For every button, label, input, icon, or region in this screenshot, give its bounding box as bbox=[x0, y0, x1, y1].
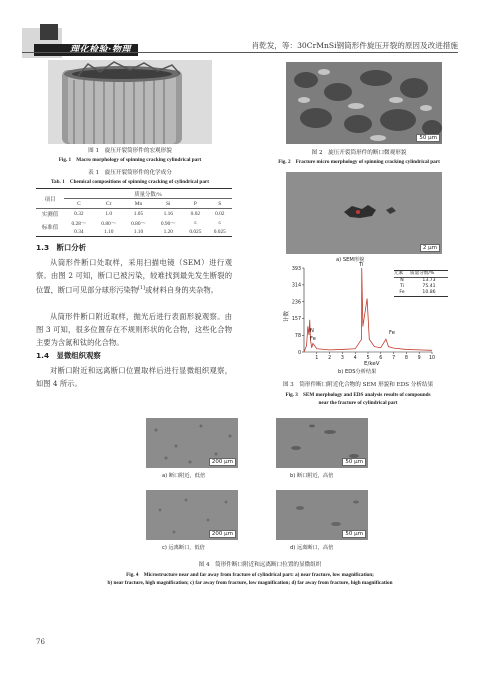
fig3-caption-cn: 图 3 筒形件断口附近化合物的 SEM 形貌和 EDS 分析结果 bbox=[282, 382, 434, 388]
eds-x-tick-label: 1 bbox=[315, 356, 319, 361]
eds-data-point bbox=[304, 352, 305, 353]
table1-cell: 0.02 bbox=[190, 210, 201, 217]
table1-cell: 1.10 bbox=[103, 228, 114, 235]
fig4-panel-b bbox=[276, 418, 368, 468]
fig2-caption-cn: 图 2 旋压开裂筒形件的断口微观形貌 bbox=[311, 150, 407, 156]
eds-data-point bbox=[369, 339, 370, 340]
fig4-caption-en-1: Fig. 4 Microstructure near and far away from fracture of cylindrical part: a) near fracture, low magnification; bbox=[126, 572, 374, 578]
citation-ref: [1] bbox=[138, 286, 145, 291]
eds-x-axis-label: E/keV bbox=[364, 361, 380, 366]
eds-x-tick-label: 2 bbox=[328, 356, 332, 361]
eds-data-point bbox=[306, 345, 307, 346]
eds-data-point bbox=[311, 347, 312, 348]
section-1-4-para-1: 对断口附近和远离断口位置取样后进行显微组织观察，如图 4 所示。 bbox=[36, 366, 232, 388]
eds-data-point bbox=[310, 320, 311, 321]
header-rule bbox=[22, 52, 458, 53]
peak-label-ti: Ti bbox=[359, 262, 364, 268]
fig2-caption-en: Fig. 2 Fracture micro morphology of spinning cracking cylindrical part bbox=[278, 159, 440, 165]
section-1-3-heading: 1.3 断口分析 bbox=[36, 243, 87, 252]
eds-data-point bbox=[361, 339, 362, 340]
section-1-3-para-1 bbox=[36, 256, 232, 296]
eds-data-point bbox=[329, 350, 330, 351]
table1-cell: 0.28～ bbox=[71, 220, 87, 227]
eds-y-tick-label: 236 bbox=[291, 300, 301, 306]
table1-cell: 0.80～ bbox=[131, 220, 146, 227]
eds-data-point bbox=[388, 346, 389, 347]
section-1-3-para-2: 从筒形件断口附近取样，抛光后进行表面形貌观察。由图 3 可知，很多位置存在不规则形状的化合物，这些化合物主要为含氮和钛的化合物。 bbox=[36, 312, 232, 347]
table1-cell: 1.05 bbox=[133, 210, 144, 217]
fig2-scale-bar: 50 μm bbox=[416, 134, 440, 142]
eds-y-axis-label: 计数 bbox=[284, 310, 290, 322]
eds-data-point bbox=[432, 350, 433, 351]
fig4-panel-d bbox=[276, 490, 368, 540]
eds-x-tick-label: 9 bbox=[417, 356, 421, 361]
fig3-eds-chart bbox=[282, 262, 450, 366]
eds-inset-table bbox=[394, 270, 448, 297]
eds-x-tick-label: 3 bbox=[340, 356, 344, 361]
table1-col-cr: Cr bbox=[94, 199, 124, 209]
fig4-b-scale-bar: 50 μm bbox=[342, 458, 366, 466]
fig3-caption-en-2: near the fracture of cylindrical part bbox=[318, 400, 398, 406]
section-1-3-para-1-text: 从筒形件断口处取样，采用扫描电镜（SEM）进行观察。由图 2 可知，断口已被污染，较难找到最先发生断裂的位置，断口可见部分球形污染物 bbox=[36, 258, 232, 295]
table1-caption-cn: 表 1 旋压开裂筒形件的化学成分 bbox=[88, 170, 172, 176]
table1-header-item: 项目 bbox=[36, 189, 64, 209]
table1-cell: 1.20 bbox=[163, 228, 173, 235]
table1-cell: 0.34 bbox=[74, 228, 84, 235]
table1-cell: 1.10 bbox=[133, 228, 144, 235]
fig3-caption-en-1: Fig. 3 SEM morphology and EDS analysis results of compounds bbox=[285, 392, 431, 398]
fig4-caption-en-2: b) near fracture, high magnification; c) far away from fracture, low magnification; d) far away from fracture, high magnification bbox=[107, 580, 393, 586]
eds-data-point bbox=[419, 350, 420, 351]
eds-data-point bbox=[317, 349, 318, 350]
eds-data-point bbox=[355, 349, 356, 350]
table1-cell: ≤ bbox=[218, 219, 222, 226]
fig1-caption-cn: 图 1 旋压开裂筒形件的宏观形貌 bbox=[88, 148, 172, 154]
table1-col-p: P bbox=[183, 199, 207, 209]
fig1-photo bbox=[48, 60, 212, 144]
table1-caption-en: Tab. 1 Chemical compositions of spinning cracking of cylindrical part bbox=[51, 179, 209, 185]
eds-data-point bbox=[406, 349, 407, 350]
table1-col-c: C bbox=[64, 199, 94, 209]
page-number: 76 bbox=[36, 638, 45, 646]
eds-table-cell: 10.86 bbox=[422, 290, 436, 295]
eds-data-point bbox=[393, 348, 394, 349]
table1-cell: 1.0 bbox=[105, 210, 113, 217]
eds-x-tick-label: 5 bbox=[366, 356, 370, 361]
table1-row-measured-label: 实测值 bbox=[41, 211, 59, 218]
fig4-panel-c-label: c) 远离断口，低倍 bbox=[162, 545, 205, 551]
fig4-a-scale-bar: 200 μm bbox=[209, 458, 236, 466]
eds-data-point bbox=[313, 343, 314, 344]
table1-col-mn: Mn bbox=[124, 199, 154, 209]
eds-data-point bbox=[386, 339, 387, 340]
fig4-panel-c bbox=[146, 490, 238, 540]
section-1-4-heading: 1.4 显微组织观察 bbox=[36, 351, 101, 360]
table1 bbox=[36, 188, 232, 237]
eds-data-point bbox=[374, 346, 375, 347]
peak-label-fe-2: Fe bbox=[389, 330, 395, 336]
eds-table-cell: 75.41 bbox=[422, 284, 436, 289]
fig4-caption-cn: 图 4 筒形件断口附近和远离断口位置的显微组织 bbox=[198, 562, 322, 568]
eds-y-tick-label: 0 bbox=[297, 350, 301, 356]
peak-label-fe-1: Fe bbox=[310, 336, 316, 342]
fig4-panel-a-label: a) 断口附近，低倍 bbox=[162, 473, 206, 479]
eds-x-tick-label: 6 bbox=[379, 356, 383, 361]
table1-cell: 0.90～ bbox=[160, 220, 176, 227]
eds-y-tick-label: 78 bbox=[294, 334, 301, 340]
eds-table-header-mass: 质量分数/% bbox=[410, 271, 435, 276]
section-1-3-para-1-tail: 或材料自身的夹杂物。 bbox=[144, 285, 218, 295]
table1-cell: ≤ bbox=[193, 219, 197, 226]
table1-cell: 0.80～ bbox=[101, 220, 117, 227]
fig3-sub-a-label: a) SEM形貌 bbox=[336, 257, 365, 263]
table1-cell: 0.02 bbox=[215, 210, 225, 217]
fig3-sem-image bbox=[286, 172, 442, 254]
eds-table-cell: Fe bbox=[399, 290, 405, 295]
fig4-panel-a bbox=[146, 418, 238, 468]
eds-table-cell: 13.73 bbox=[422, 278, 436, 283]
fig3-sub-b-label: b) EDS分析结果 bbox=[338, 369, 377, 375]
table1-cell: 0.025 bbox=[189, 228, 202, 235]
table1-header-group: 质量分数/% bbox=[64, 189, 232, 199]
fig4-d-scale-bar: 50 μm bbox=[342, 530, 366, 538]
peak-label-n: N bbox=[310, 328, 314, 334]
eds-table-cell: Ti bbox=[400, 284, 404, 289]
fig2-fracture-sem bbox=[286, 62, 442, 144]
fig4-panel-d-label: d) 远离断口，高倍 bbox=[290, 545, 334, 551]
eds-data-point bbox=[363, 326, 364, 327]
fig4-panel-b-label: b) 断口附近，高倍 bbox=[290, 473, 334, 479]
fig4-c-scale-bar: 200 μm bbox=[209, 530, 236, 538]
eds-y-tick-label: 157 bbox=[291, 317, 301, 323]
table1-col-s: S bbox=[208, 199, 232, 209]
eds-x-tick-label: 8 bbox=[404, 356, 408, 361]
fig1-caption-en: Fig. 1 Macro morphology of spinning cracking cylindrical part bbox=[58, 157, 202, 163]
eds-x-tick-label: 10 bbox=[428, 356, 436, 361]
eds-data-point bbox=[308, 326, 309, 327]
table1-cell: 0.025 bbox=[213, 228, 226, 235]
eds-data-point bbox=[342, 349, 343, 350]
table1-col-si: Si bbox=[153, 199, 183, 209]
eds-x-tick-label: 4 bbox=[353, 356, 357, 361]
running-title: 肖乾发，等：30CrMnSi钢筒形件旋压开裂的原因及改进措施 bbox=[251, 41, 458, 50]
table1-row-standard-label: 标准值 bbox=[41, 225, 59, 231]
eds-y-tick-label: 314 bbox=[291, 283, 301, 289]
eds-data-point bbox=[367, 298, 368, 299]
eds-table-header-element: 元素 bbox=[394, 271, 404, 276]
fig3-sem-scale-bar: 2 μm bbox=[420, 244, 440, 252]
table1-cell: 1.16 bbox=[163, 210, 173, 217]
eds-x-tick-label: 7 bbox=[392, 356, 396, 361]
eds-table-cell: N bbox=[400, 278, 404, 283]
journal-logo-text: 理化检验·物理 bbox=[70, 45, 131, 55]
eds-data-point bbox=[381, 347, 382, 348]
eds-y-tick-label: 393 bbox=[291, 266, 301, 272]
table1-cell: 0.32 bbox=[74, 210, 84, 217]
